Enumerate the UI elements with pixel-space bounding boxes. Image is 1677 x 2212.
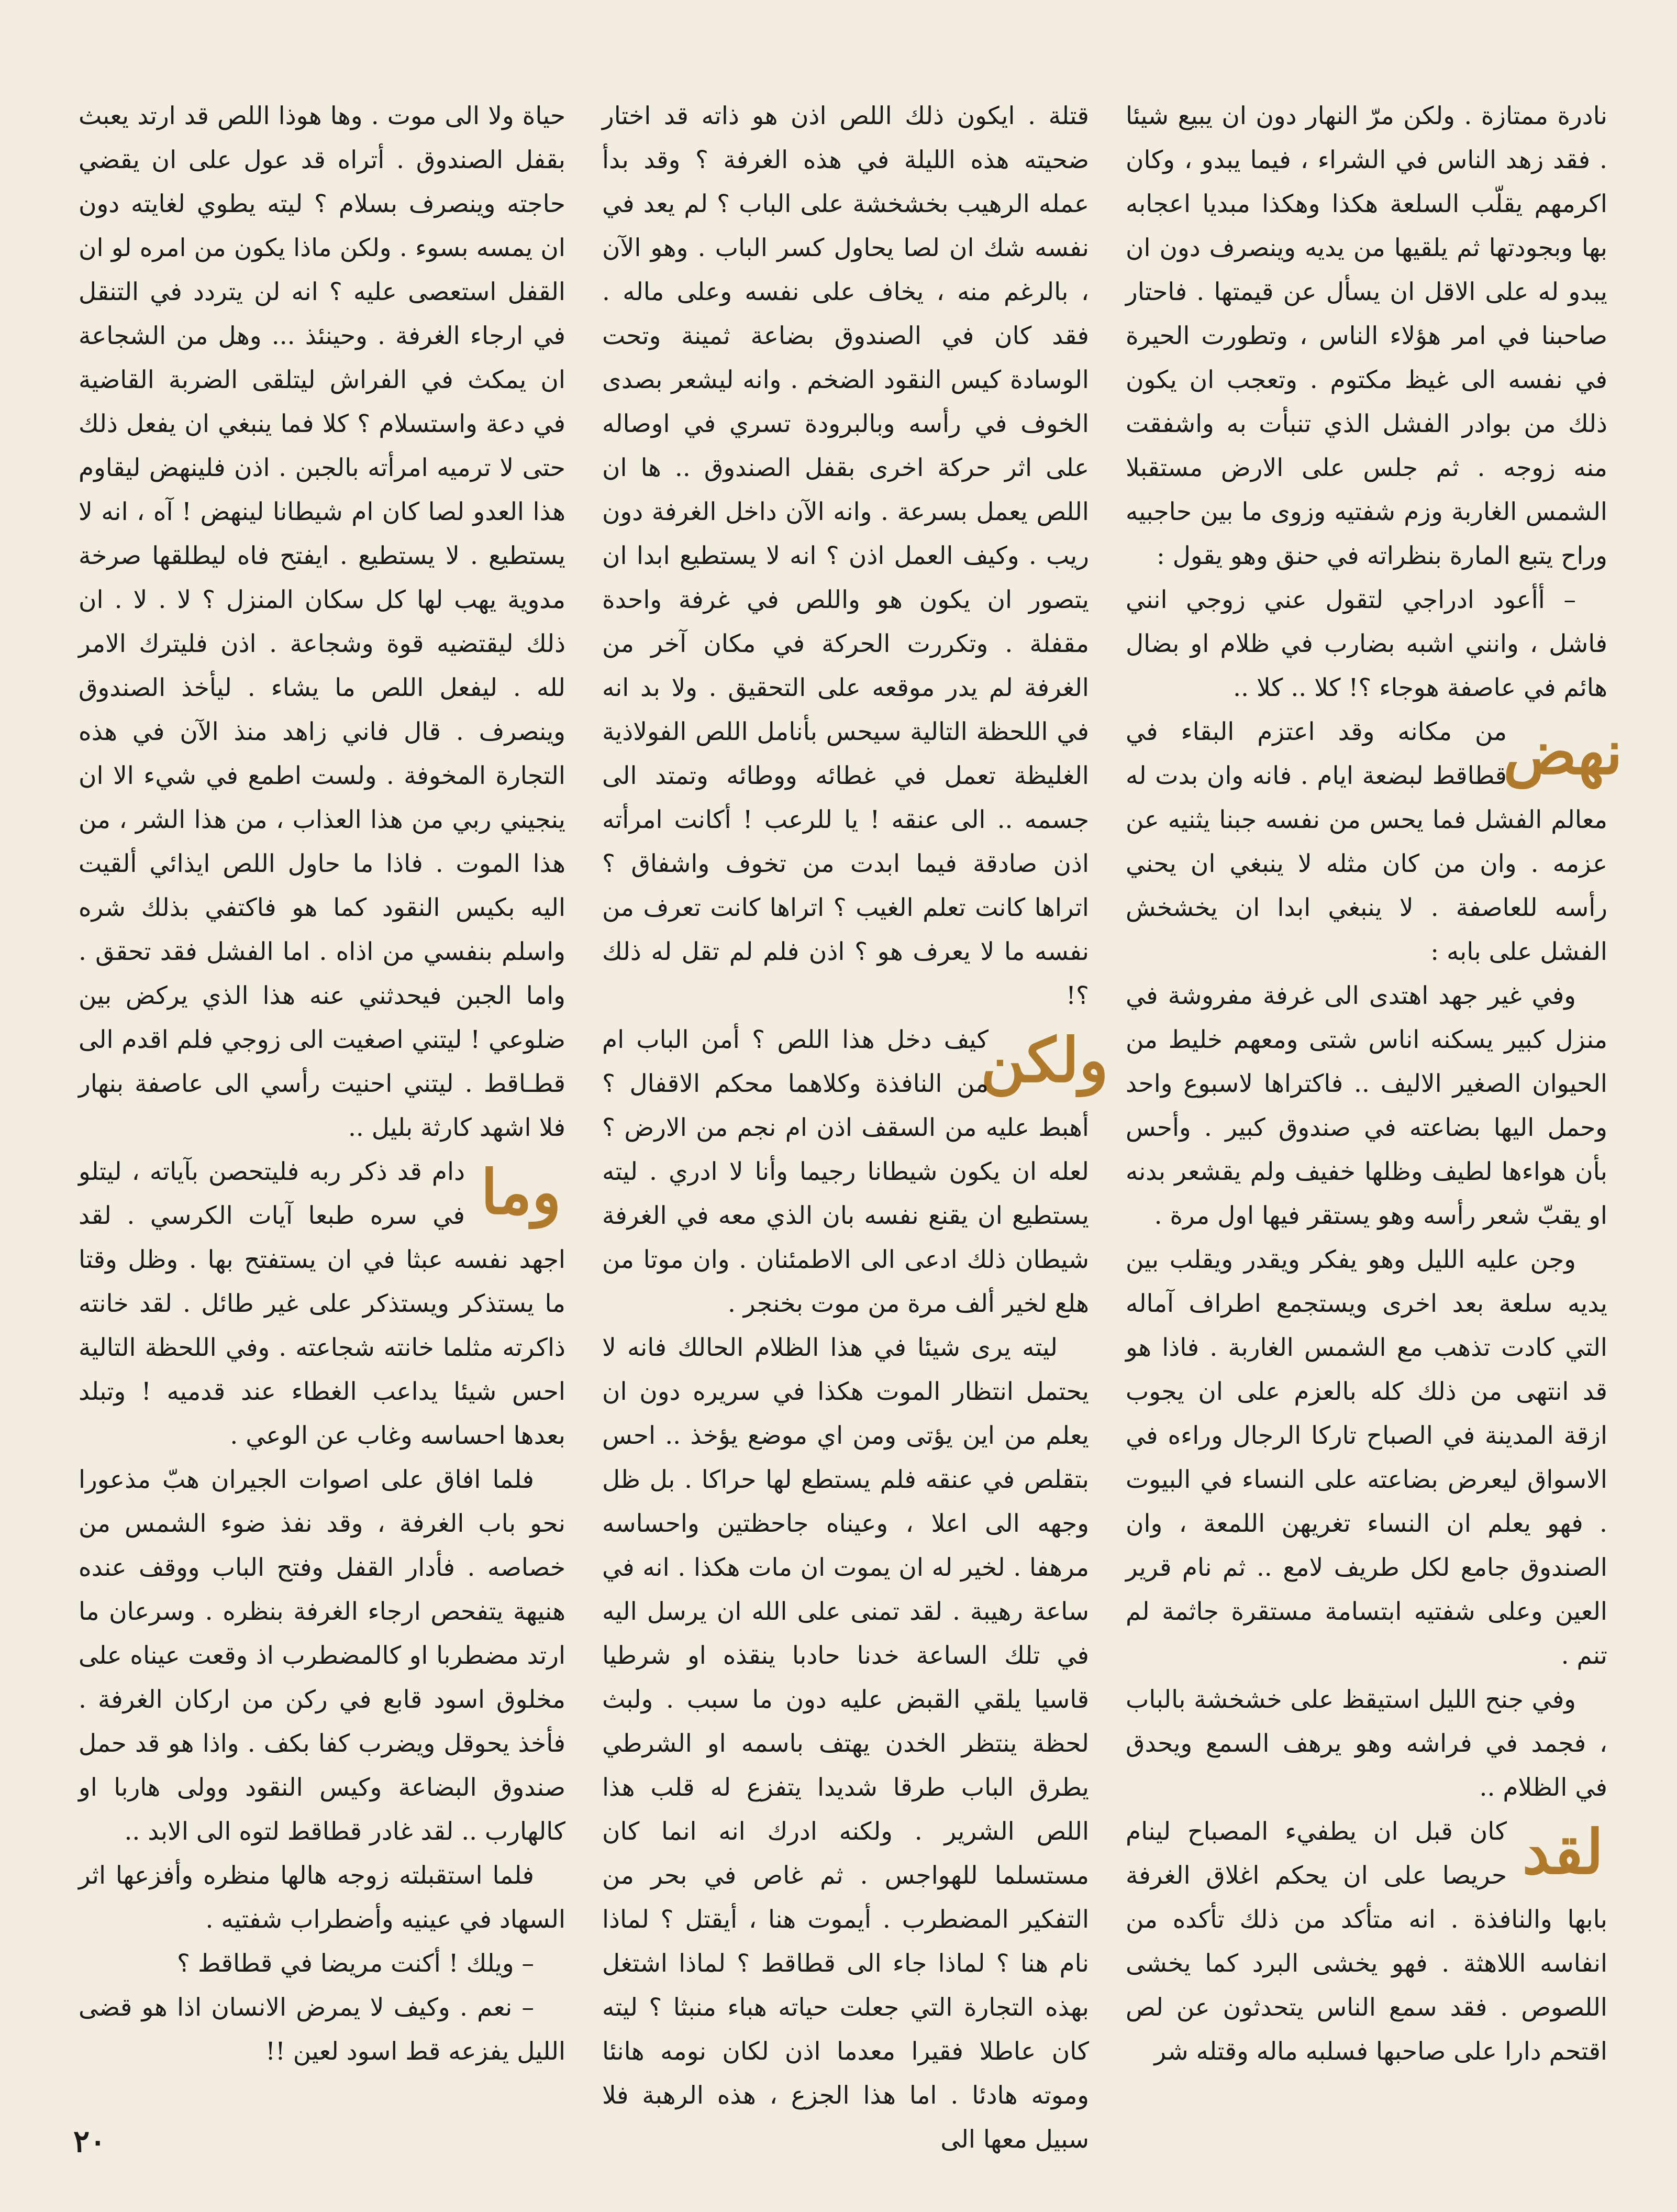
paragraph-with-drop-word <box>79 1150 565 1458</box>
paragraph-with-drop-word <box>1126 710 1623 974</box>
paragraph: فلما استقبلته زوجه هالها منظره وأفزعها اثر السهاد في عينيه وأضطراب شفتيه . <box>79 1861 565 1934</box>
dialogue-line: – نعم . وكيف لا يمرض الانسان اذا هو قضى الليل يفزعه قط اسود لعين !! <box>79 1993 565 2066</box>
decorative-drop-word: لقد <box>1522 1817 1604 1888</box>
paragraph: وجن عليه الليل وهو يفكر ويقدر ويقلب بين يديه سلعة بعد اخرى ويستجمع اطراف آماله التي كادت تذهب مع الشمس الغاربة . فاذا هو قد انتهى من ذلك كله بالعزم على ان يجوب ازقة المدينة في الصباح تاركا الرجال وراءه في الاسواق ليعرض بضاعته على النساء في البيوت . فهو يعلم ان النساء تغريهن اللمعة ، وان الصندوق جامع لكل طريف لامع .. ثم نام قرير العين وعلى شفتيه ابتسامة مستقرة جاثمة لم تنم . <box>1126 1245 1607 1670</box>
paragraph-with-drop-word <box>602 1018 1108 1326</box>
paragraph: نادرة ممتازة . ولكن مرّ النهار دون ان يبيع شيئا . فقد زهد الناس في الشراء ، فيما يبدو ، وكان اكرمهم يقلّب السلعة هكذا وهكذا مبديا اعجابه بها وبجودتها ثم يلقيها من يديه وينصرف دون ان يبدو له على الاقل ان يسأل عن قيمتها . فاحتار صاحبنا في امر هؤلاء الناس ، وتطورت الحيرة في نفسه الى غيظ مكتوم . وتعجب ان يكون ذلك من بوادر الفشل الذي تنبأت به واشفقت منه زوجه . ثم جلس على الارض مستقبلا الشمس الغاربة وزم شفتيه وزوى ما بين حاجبيه وراح يتبع المارة بنظراته في حنق وهو يقول : <box>1126 102 1607 570</box>
page-number: ٢٠ <box>73 2123 106 2159</box>
paragraph: حياة ولا الى موت . وها هوذا اللص قد ارتد يعبث بقفل الصندوق . أتراه قد عول على ان يقضي حاجته وينصرف بسلام ؟ ليته يطوي لغايته دون ان يمسه بسوء . ولكن ماذا يكون من امره لو ان القفل استعصى عليه ؟ انه لن يتردد في التنقل في ارجاء الغرفة . وحينئذ ... وهل من الشجاعة ان يمكث في الفراش ليتلقى الضربة القاضية في دعة واستسلام ؟ كلا فما ينبغي ان يفعل ذلك حتى لا ترميه امرأته بالجبن . اذن فلينهض ليقاوم هذا العدو لصا كان ام شيطانا لينهض ! آه ، انه لا يستطيع . لا يستطيع . ايفتح فاه ليطلقها صرخة مدوية يهب لها كل سكان المنزل ؟ لا . لا . ان ذلك ليقتضيه قوة وشجاعة . اذن فليترك الامر لله . ليفعل اللص ما يشاء . ليأخذ الصندوق وينصرف . قال فاني زاهد منذ الآن في هذه التجارة المخوفة . ولست اطمع في شيء الا ان ينجيني ربي من هذا العذاب ، من هذا الشر ، من هذا الموت . فاذا ما حاول اللص ايذائي ألقيت اليه بكيس النقود كما هو فاكتفي بذلك شره واسلم بنفسي من اذاه . اما الفشل فقد تحقق . واما الجبن فيحدثني عنه هذا الذي يركض بين ضلوعي ! ليتني اصغيت الى زوجي فلم اقدم الى قطـاقط . ليتني احنيت رأسي الى عاصفة بنهار فلا اشهد كارثة بليل .. <box>79 102 565 1142</box>
paragraph-text: كان قبل ان يطفيء المصباح لينام حريصا على ان يحكم اغلاق الغرفة بابها والنافذة . انه متأكد من ذلك تأكده من انفاسه اللاهثة . فهو يخشى البرد كما يخشى اللصوص . فقد سمع الناس يتحدثون عن لص اقتحم دارا على صاحبها فسلبه ماله وقتله شر <box>1126 1817 1607 2066</box>
text-column-left <box>79 94 565 2066</box>
paragraph-text: كيف دخل هذا اللص ؟ أمن الباب ام من النافذة وكلاهما محكم الاقفال ؟ أهبط عليه من السقف اذن ام نجم من الارض ؟ لعله ان يكون شيطانا رجيما وأنا لا ادري . ليته يستطيع ان يقنع نفسه بان الذي معه في الغرفة شيطان ذلك ادعى الى الاطمئنان . وان موتا من هلع لخير ألف مرة من موت بخنجر . <box>602 1025 1089 1318</box>
paragraph: وفي جنح الليل استيقظ على خشخشة بالباب ، فجمد في فراشه وهو يرهف السمع ويحدق في الظلام .. <box>1126 1685 1607 1802</box>
decorative-drop-word: نهض <box>1503 717 1623 788</box>
paragraph-text: دام قد ذكر ربه فليتحصن بآياته ، ليتلو في سره طبعا آيات الكرسي . لقد اجهد نفسه عبثا في ان يستفتح بها . وظل وقتا ما يستذكر ويستذكر على غير طائل . لقد خانته ذاكرته مثلما خانته شجاعته . وفي اللحظة التالية احس شيئا يداعب الغطاء عند قدميه ! وتبلد بعدها احساسه وغاب عن الوعي . <box>79 1157 565 1450</box>
dialogue-line: – ويلك ! أكنت مريضا في قطاقط ؟ <box>177 1949 534 1978</box>
text-column-right <box>1126 94 1623 2066</box>
paragraph: وفي غير جهد اهتدى الى غرفة مفروشة في منزل كبير يسكنه اناس شتى ومعهم خليط من الحيوان الصغير الاليف .. فاكتراها لاسبوع واحد وحمل اليها بضاعته في صندوق كبير . وأحس بأن هواءها لطيف وظلها خفيف ولم يقشعر بدنه او يقبّ شعر رأسه وهو يستقر فيها اول مرة . <box>1126 981 1607 1230</box>
text-column-middle <box>602 94 1108 2154</box>
paragraph: قتلة . ايكون ذلك اللص اذن هو ذاته قد اختار ضحيته هذه الليلة في هذه الغرفة ؟ وقد بدأ عمله الرهيب بخشخشة على الباب ؟ لم يعد في نفسه شك ان لصا يحاول كسر الباب . وهو الآن ، بالرغم منه ، يخاف على نفسه وعلى ماله . فقد كان في الصندوق بضاعة ثمينة وتحت الوسادة كيس النقود الضخم . وانه ليشعر بصدى الخوف في رأسه وبالبرودة تسري في اوصاله على اثر حركة اخرى بقفل الصندوق .. ها ان اللص يعمل بسرعة . وانه الآن داخل الغرفة دون ريب . وكيف العمل اذن ؟ انه لا يستطيع ابدا ان يتصور ان يكون هو واللص في غرفة واحدة مقفلة . وتكررت الحركة في مكان آخر من الغرفة لم يدر موقعه على التحقيق . ولا بد انه في اللحظة التالية سيحس بأنامل اللص الفولاذية الغليظة تعمل في غطائه ووطائه وتمتد الى جسمه .. الى عنقه ! يا للرعب ! أكانت امرأته اذن صادقة فيما ابدت من تخوف واشفاق ؟ اتراها كانت تعلم الغيب ؟ اتراها كانت تعرف من نفسه ما لا يعرف هو ؟ اذن فلم لم تقل له ذلك ؟! <box>602 102 1089 1010</box>
decorative-drop-word: وما <box>481 1157 561 1228</box>
decorative-drop-word: ولكن <box>981 1025 1108 1096</box>
paragraph: – أأعود ادراجي لتقول عني زوجي انني فاشل ، وانني اشبه بضارب في ظلام او بضال هائم في عاصفة هوجاء ؟! كلا .. كلا .. <box>1126 585 1607 702</box>
paragraph: فلما افاق على اصوات الجيران هبّ مذعورا نحو باب الغرفة ، وقد نفذ ضوء الشمس من خصاصه . فأدار القفل وفتح الباب ووقف عنده هنيهة يتفحص ارجاء الغرفة بنظره . وسرعان ما ارتد مضطربا او كالمضطرب اذ وقعت عيناه على مخلوق اسود قابع في ركن من اركان الغرفة . فأخذ يحوقل ويضرب كفا بكف . واذا هو قد حمل صندوق البضاعة وكيس النقود وولى هاربا او كالهارب .. لقد غادر قطاقط لتوه الى الابد .. <box>79 1465 565 1846</box>
paragraph-text: من مكانه وقد اعتزم البقاء في قطاقط لبضعة ايام . فانه وان بدت له معالم الفشل فما يحس من نفسه جبنا يثنيه عن عزمه . وان من كان مثله لا ينبغي ان يحني رأسه للعاصفة . لا ينبغي ابدا ان يخشخش الفشل على بابه : <box>1126 717 1608 966</box>
paragraph: ليته يرى شيئا في هذا الظلام الحالك فانه لا يحتمل انتظار الموت هكذا في سريره دون ان يعلم من اين يؤتى ومن اي موضع يؤخذ .. احس بتقلص في عنقه فلم يستطع لها حراكا . بل ظل وجهه الى اعلا ، وعيناه جاحظتين واحساسه مرهفا . لخير له ان يموت ان مات هكذا . انه في ساعة رهيبة . لقد تمنى على الله ان يرسل اليه في تلك الساعة خدنا حادبا ينقذه او شرطيا قاسيا يلقي القبض عليه دون ما سبب . ولبث لحظة ينتظر الخدن يهتف باسمه او الشرطي يطرق الباب طرقا شديدا يتفزع له قلب هذا اللص الشرير . ولكنه ادرك انه انما كان مستسلما للهواجس . ثم غاص في بحر من التفكير المضطرب . أيموت هنا ، أيقتل ؟ لماذا نام هنا ؟ لماذا جاء الى قطاقط ؟ لماذا اشتغل بهذه التجارة التي جعلت حياته هباء منبثا ؟ ليته كان عاطلا فقيرا معدما اذن لكان نومه هانئا وموته هادئا . اما هذا الجزع ، هذه الرهبة فلا سبيل معها الى <box>602 1333 1089 2154</box>
paragraph-with-drop-word <box>1126 1810 1607 2074</box>
